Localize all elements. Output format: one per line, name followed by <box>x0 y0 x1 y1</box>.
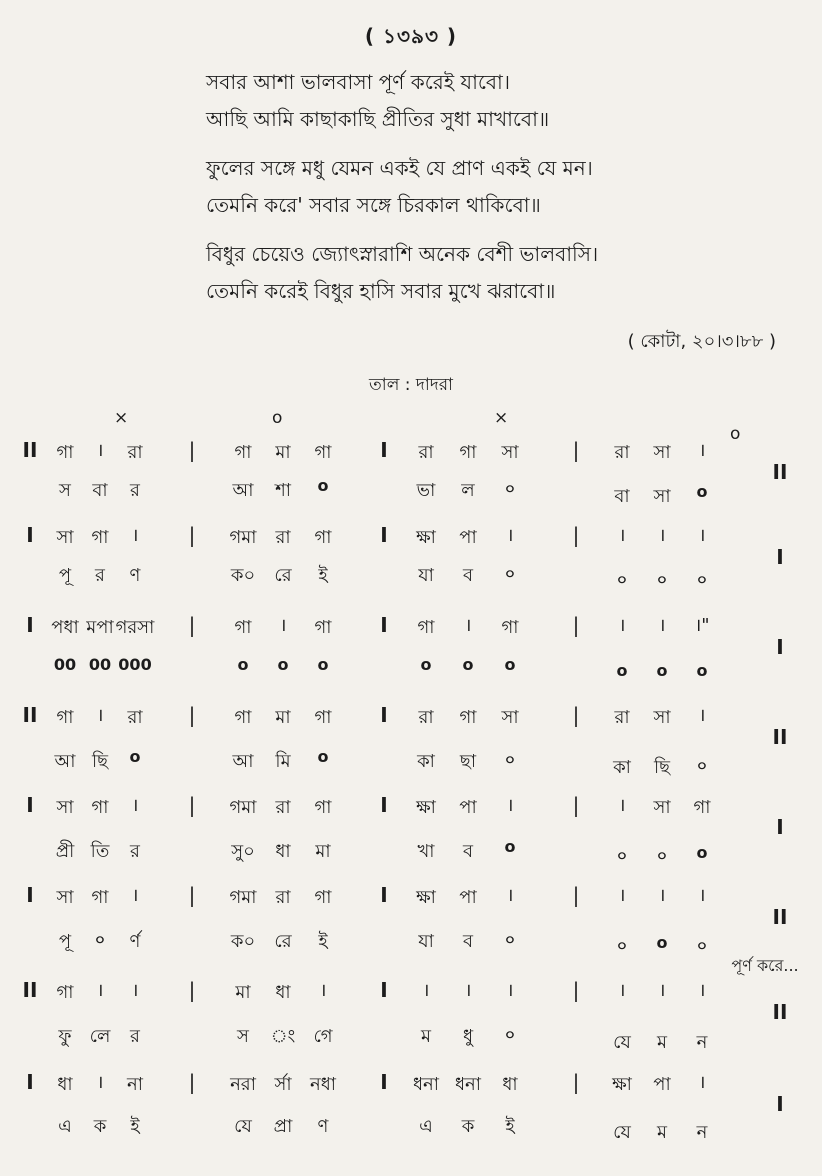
swara-note: । <box>698 525 706 546</box>
swara-note: রা <box>127 707 143 728</box>
swara-note: গা <box>314 442 332 463</box>
notation-staff <box>0 978 822 1068</box>
bar-line: | <box>188 793 196 817</box>
bar-line: I <box>380 438 388 462</box>
bar-line: I <box>776 635 784 659</box>
lyric-syllable: ০ <box>616 936 628 955</box>
lyric-syllable: ধা <box>275 841 291 862</box>
swara-note: গা <box>56 442 74 463</box>
bar-line: I <box>26 793 34 817</box>
swara-note: গমা <box>229 797 257 818</box>
swara-note: । <box>131 795 139 816</box>
swara-note: ধা <box>275 982 291 1003</box>
swara-note: । <box>658 525 666 546</box>
lyric-syllable: o <box>420 655 432 674</box>
lyric-syllable: বা <box>614 486 630 507</box>
swara-note: ক্ষা <box>416 527 436 548</box>
swara-note: সা <box>653 707 671 728</box>
bar-line: | <box>188 1070 196 1094</box>
bar-line: I <box>776 1092 784 1116</box>
bar-line: I <box>26 523 34 547</box>
lyric-syllable: র <box>95 565 105 586</box>
lyric-syllable: আ <box>232 751 254 772</box>
lyric-syllable: ল <box>461 480 475 501</box>
swara-note: গা <box>417 617 435 638</box>
beat-mark: o <box>730 424 741 444</box>
swara-note: গা <box>314 887 332 908</box>
swara-note: । <box>698 705 706 726</box>
notation-staff <box>0 523 822 613</box>
swara-note: গা <box>693 797 711 818</box>
swara-note: গা <box>56 707 74 728</box>
lyric-syllable: ণ <box>129 565 141 586</box>
lyric-syllable: আ <box>232 480 254 501</box>
lyric-syllable: 000 <box>118 655 152 674</box>
bar-line: | <box>572 793 580 817</box>
bar-line: I <box>380 1070 388 1094</box>
swara-note: নরা <box>230 1074 256 1095</box>
swara-note: পা <box>653 1074 671 1095</box>
lyric-syllable: এ <box>58 1116 72 1137</box>
swara-note: গা <box>501 617 519 638</box>
swara-note: । <box>618 980 626 1001</box>
bar-line: I <box>26 883 34 907</box>
swara-note: । <box>658 615 666 636</box>
swara-note: ক্ষা <box>416 887 436 908</box>
lyric-syllable: o <box>504 837 516 856</box>
swara-note: গরসা <box>115 617 155 638</box>
lyric-syllable: ং <box>270 1026 296 1047</box>
beat-mark: × <box>494 408 509 428</box>
lyric-syllable: ক <box>93 1116 107 1137</box>
lyric-syllable: o <box>504 655 516 674</box>
swara-note: রা <box>614 707 630 728</box>
swara-note: । <box>464 980 472 1001</box>
swara-note: গা <box>91 887 109 908</box>
swara-note: গা <box>314 527 332 548</box>
bar-line: I <box>776 545 784 569</box>
lyric-syllable: ০ <box>616 570 628 589</box>
tala-label: তাল : দাদরা <box>369 375 453 395</box>
lyric-syllable: পূ <box>58 565 72 586</box>
swara-note: । <box>698 1072 706 1093</box>
lyric-syllable: এ <box>419 1116 433 1137</box>
lyric-syllable: ধু <box>462 1026 474 1047</box>
bar-line: | <box>188 978 196 1002</box>
lyric-syllable: ০ <box>504 564 516 583</box>
swara-note: রা <box>614 442 630 463</box>
swara-note: । <box>506 980 514 1001</box>
swara-note: পা <box>459 887 477 908</box>
swara-note: । <box>422 980 430 1001</box>
swara-note: সা <box>501 707 519 728</box>
lyric-syllable: ণ <box>317 1116 329 1137</box>
swara-note: রা <box>418 707 434 728</box>
swara-note: ধা <box>57 1074 73 1095</box>
swara-note: ক্ষা <box>416 797 436 818</box>
notation-staff <box>0 883 822 973</box>
lyric-syllable: o <box>277 655 289 674</box>
lyrics-block <box>206 68 766 314</box>
swara-note: পা <box>459 527 477 548</box>
bar-line: II <box>772 460 788 484</box>
notation-staff <box>0 703 822 793</box>
swara-note: গা <box>314 797 332 818</box>
beat-mark: × <box>114 408 129 428</box>
lyric-syllable: o <box>656 661 668 680</box>
attribution: ( কোটা, ২০।৩।৮৮ ) <box>627 331 776 352</box>
lyric-syllable: ব <box>462 565 474 586</box>
lyric-line: তেমনি করে' সবার সঙ্গে চিরকাল থাকিবো॥ <box>206 193 541 217</box>
swara-note: সা <box>56 797 74 818</box>
swara-note: । <box>658 980 666 1001</box>
lyric-syllable: ০ <box>504 930 516 949</box>
bar-line: II <box>22 438 38 462</box>
swara-note: ধা <box>502 1074 518 1095</box>
swara-note: । <box>506 525 514 546</box>
lyric-syllable: o <box>696 482 708 501</box>
bar-line: | <box>572 978 580 1002</box>
swara-note: । <box>618 795 626 816</box>
swara-note: না <box>127 1074 143 1095</box>
swara-note: গা <box>314 707 332 728</box>
lyric-line: বিধুর চেয়েও জ্যোৎস্নারাশি অনেক বেশী ভালবাসি। <box>206 242 599 266</box>
bar-line: I <box>26 613 34 637</box>
lyric-syllable: ই <box>130 1116 140 1137</box>
swara-note: সা <box>56 527 74 548</box>
swara-note: গা <box>314 617 332 638</box>
lyric-syllable: আ <box>54 751 76 772</box>
swara-note: মা <box>275 442 291 463</box>
lyric-syllable: o <box>656 933 668 952</box>
swara-note: । <box>618 885 626 906</box>
lyric-syllable: গে <box>313 1026 333 1047</box>
lyric-syllable: ম <box>421 1026 431 1047</box>
lyric-syllable: বা <box>92 480 108 501</box>
swara-note: মপা <box>86 617 114 638</box>
lyric-syllable: ম <box>657 1032 667 1053</box>
swara-note: গা <box>234 442 252 463</box>
swara-note: গা <box>91 797 109 818</box>
lyric-syllable: o <box>317 747 329 766</box>
swara-note: রা <box>275 797 291 818</box>
bar-line: I <box>380 523 388 547</box>
swara-note: গা <box>234 707 252 728</box>
bar-line: I <box>380 793 388 817</box>
swara-note: গা <box>459 442 477 463</box>
lyric-syllable: মা <box>315 841 331 862</box>
lyric-syllable: সু০ <box>231 841 255 862</box>
swara-note: । <box>506 885 514 906</box>
swara-note: । <box>698 885 706 906</box>
swara-note: গা <box>91 527 109 548</box>
lyric-syllable: o <box>129 747 141 766</box>
swara-note: । <box>131 980 139 1001</box>
lyric-syllable: স <box>59 480 71 501</box>
lyric-syllable: o <box>237 655 249 674</box>
bar-line: | <box>572 703 580 727</box>
swara-note: রা <box>127 442 143 463</box>
bar-line: | <box>572 438 580 462</box>
lyric-syllable: o <box>696 661 708 680</box>
swara-note: মা <box>275 707 291 728</box>
page-number: ( ১৩৯৩ ) <box>364 24 458 48</box>
swara-note: নধা <box>309 1074 337 1095</box>
bar-line: II <box>22 703 38 727</box>
lyric-syllable: ব <box>462 841 474 862</box>
lyric-line: আছি আমি কাছাকাছি প্রীতির সুধা মাখাবো॥ <box>206 107 550 131</box>
bar-line: II <box>22 978 38 1002</box>
lyric-syllable: যে <box>613 1122 631 1143</box>
lyric-syllable: ছি <box>653 757 671 778</box>
swara-note: । <box>96 440 104 461</box>
bar-line: II <box>772 905 788 929</box>
bar-line: I <box>380 703 388 727</box>
swara-note: । <box>618 615 626 636</box>
bar-line: I <box>26 1070 34 1094</box>
swara-note: পা <box>459 797 477 818</box>
lyric-syllable: ছা <box>459 751 477 772</box>
swara-note: । <box>96 705 104 726</box>
swara-note: সা <box>653 442 671 463</box>
swara-note: । <box>464 615 472 636</box>
swara-note: । <box>618 525 626 546</box>
staff-note: পূর্ণ করে... <box>731 956 799 975</box>
lyric-syllable: o <box>317 655 329 674</box>
lyric-syllable: ক <box>461 1116 475 1137</box>
lyric-syllable: ০ <box>504 479 516 498</box>
lyric-syllable: ০ <box>656 570 668 589</box>
lyric-syllable: o <box>462 655 474 674</box>
swara-note: ।" <box>694 615 710 636</box>
notation-staff <box>0 793 822 883</box>
lyric-syllable: সা <box>653 486 671 507</box>
bar-line: | <box>188 438 196 462</box>
beat-mark: o <box>272 408 283 428</box>
swara-note: ধনা <box>454 1074 482 1095</box>
lyric-syllable: র <box>130 1026 140 1047</box>
lyric-syllable: শা <box>275 480 291 501</box>
lyric-syllable: তি <box>90 841 110 862</box>
swara-note: । <box>279 615 287 636</box>
lyric-syllable: ০ <box>656 846 668 865</box>
lyric-syllable: ক০ <box>230 565 256 586</box>
swara-note: । <box>131 525 139 546</box>
swara-note: সা <box>56 887 74 908</box>
lyric-syllable: প্রী <box>55 841 75 862</box>
lyric-syllable: o <box>317 476 329 495</box>
swara-note: পধা <box>51 617 79 638</box>
lyric-syllable: ন <box>696 1122 708 1143</box>
lyric-syllable: কা <box>417 751 435 772</box>
bar-line: | <box>572 523 580 547</box>
lyric-syllable: ক০ <box>230 931 256 952</box>
bar-line: | <box>572 613 580 637</box>
bar-line: II <box>772 1000 788 1024</box>
lyric-syllable: ০ <box>504 1025 516 1044</box>
swara-note: ক্ষা <box>612 1074 632 1095</box>
lyric-syllable: ই <box>318 565 328 586</box>
lyric-line: সবার আশা ভালবাসা পূর্ণ করেই যাবো। <box>206 70 510 94</box>
lyric-syllable: 00 <box>53 655 77 674</box>
lyric-syllable: ০ <box>696 756 708 775</box>
swara-note: । <box>698 980 706 1001</box>
lyric-line: ফুলের সঙ্গে মধু যেমন একই যে প্রাণ একই যে মন। <box>206 156 593 180</box>
swara-note: । <box>96 980 104 1001</box>
bar-line: I <box>380 883 388 907</box>
bar-line: | <box>188 613 196 637</box>
swara-note: সা <box>653 797 671 818</box>
swara-note: গা <box>234 617 252 638</box>
lyric-syllable: প্রা <box>273 1116 293 1137</box>
notation-staff <box>0 438 822 528</box>
lyric-syllable: ই <box>318 931 328 952</box>
lyric-syllable: ০ <box>616 846 628 865</box>
lyric-syllable: ছি <box>91 751 109 772</box>
lyric-syllable: যে <box>234 1116 252 1137</box>
bar-line: | <box>188 523 196 547</box>
lyric-syllable: ন <box>696 1032 708 1053</box>
swara-note: । <box>319 980 327 1001</box>
swara-note: । <box>506 795 514 816</box>
notation-staff <box>0 1070 822 1160</box>
lyric-syllable: কা <box>613 757 631 778</box>
swara-note: সা <box>501 442 519 463</box>
swara-note: । <box>658 885 666 906</box>
bar-line: I <box>380 613 388 637</box>
lyric-syllable: র <box>130 841 140 862</box>
bar-line: | <box>188 703 196 727</box>
lyric-syllable: 00 <box>88 655 112 674</box>
swara-note: রা <box>418 442 434 463</box>
swara-note: । <box>96 1072 104 1093</box>
swara-note: গমা <box>229 527 257 548</box>
lyric-syllable: যে <box>613 1032 631 1053</box>
swara-note: রা <box>275 527 291 548</box>
bar-line: I <box>380 978 388 1002</box>
notation-staff <box>0 613 822 703</box>
lyric-syllable: স <box>237 1026 249 1047</box>
lyric-syllable: র <box>130 480 140 501</box>
lyric-syllable: ম <box>657 1122 667 1143</box>
lyric-syllable: খা <box>417 841 435 862</box>
bar-line: I <box>776 815 784 839</box>
swara-note: ধনা <box>412 1074 440 1095</box>
lyric-syllable: রে <box>274 565 292 586</box>
bar-line: | <box>572 1070 580 1094</box>
bar-line: II <box>772 725 788 749</box>
swara-note: রা <box>275 887 291 908</box>
bar-line: | <box>188 883 196 907</box>
swara-note: গা <box>56 982 74 1003</box>
bar-line: | <box>572 883 580 907</box>
lyric-syllable: র্ণ <box>129 931 141 952</box>
swara-note: গা <box>459 707 477 728</box>
swara-note: মা <box>235 982 251 1003</box>
lyric-syllable: ব <box>462 931 474 952</box>
lyric-syllable: যা <box>418 565 434 586</box>
lyric-line: তেমনি করেই বিধুর হাসি সবার মুখে ঝরাবো॥ <box>206 279 556 303</box>
lyric-syllable: o <box>696 843 708 862</box>
lyric-syllable: ই <box>505 1116 515 1137</box>
swara-note: গমা <box>229 887 257 908</box>
lyric-syllable: ০ <box>94 930 106 949</box>
lyric-syllable: ০ <box>696 936 708 955</box>
lyric-syllable: ০ <box>504 750 516 769</box>
swara-note: । <box>698 440 706 461</box>
lyric-syllable: যা <box>418 931 434 952</box>
lyric-syllable: লে <box>89 1026 111 1047</box>
lyric-syllable: ভা <box>416 480 436 501</box>
lyric-syllable: ০ <box>696 570 708 589</box>
lyric-syllable: o <box>616 661 628 680</box>
lyric-syllable: মি <box>275 751 291 772</box>
swara-note: । <box>131 885 139 906</box>
lyric-syllable: ফু <box>58 1026 72 1047</box>
lyric-syllable: রে <box>274 931 292 952</box>
swara-note: র্সা <box>274 1074 292 1095</box>
lyric-syllable: পূ <box>58 931 72 952</box>
